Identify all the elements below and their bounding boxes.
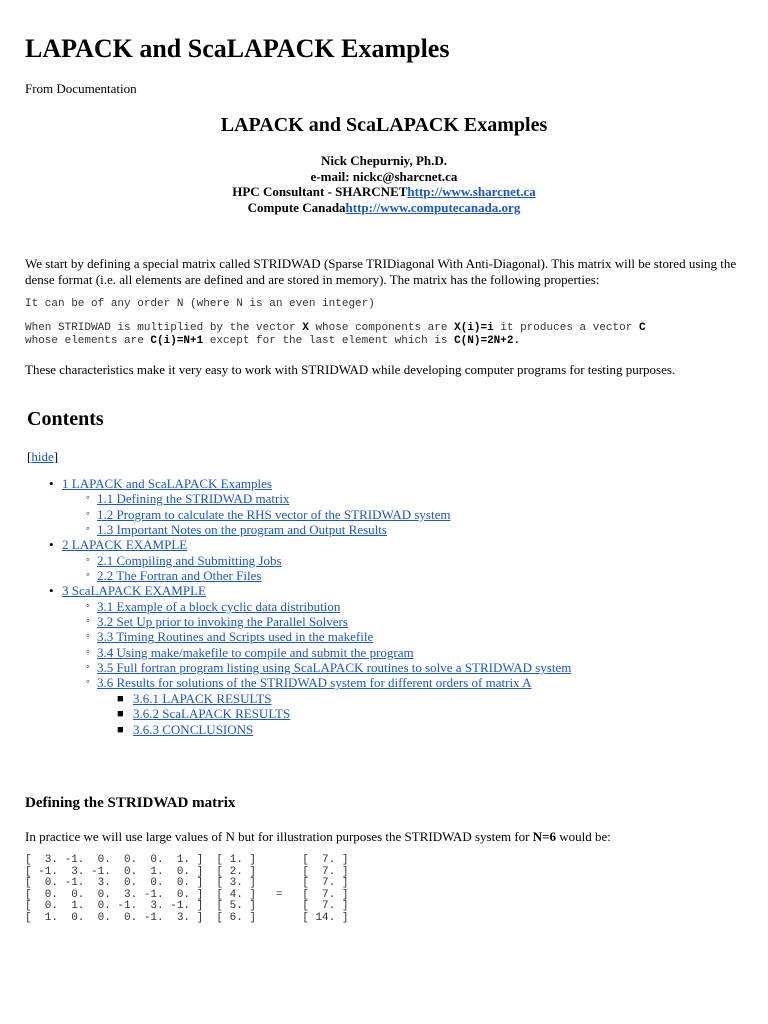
author-org-prefix: Compute Canada — [247, 199, 346, 215]
matrix-row: [ 0. 0. 0. 3. -1. 0. ] [ 4. ] = [ 7. ] — [25, 888, 349, 901]
toc-item — [0, 614, 571, 629]
computecanada-link[interactable]: http://www.computecanada.org — [345, 199, 521, 215]
toc-item — [0, 722, 571, 737]
bullet-circle-icon: ◦ — [86, 676, 90, 689]
author-role — [0, 184, 768, 200]
property-text: whose components are — [308, 322, 455, 334]
x-definition: X(i)=i — [454, 322, 494, 334]
vector-c: C — [638, 322, 646, 334]
bullet-disc-icon: • — [49, 537, 54, 553]
bullet-square-icon: ■ — [117, 723, 124, 736]
bullet-circle-icon: ◦ — [86, 523, 90, 536]
bullet-square-icon: ■ — [117, 692, 124, 705]
author-name: Nick Chepurniy, Ph.D. — [320, 153, 448, 168]
bullet-circle-icon: ◦ — [86, 553, 90, 566]
toc-toggle — [27, 449, 58, 465]
author-org — [0, 200, 768, 216]
practice-paragraph — [25, 829, 611, 845]
contents-heading: Contents — [27, 408, 104, 430]
matrix-row: [ -1. 3. -1. 0. 1. 0. ] [ 2. ] [ 7. ] — [25, 865, 349, 878]
matrix-row: [ 0. -1. 3. 0. 0. 0. ] [ 3. ] [ 7. ] — [25, 877, 349, 890]
bullet-circle-icon: ◦ — [86, 569, 90, 582]
property-text: whose elements are — [25, 335, 151, 347]
toc-item — [0, 476, 571, 491]
toc-link[interactable]: 2.1 Compiling and Submitting Jobs — [97, 552, 282, 568]
intro-paragraph: We start by defining a special matrix called STRIDWAD (Sparse TRIDiagonal With Anti-Diagonal). This matrix will be stored using the dense format (i.e. all elements are defined and are stored in memory). The matrix has the following properties: — [25, 256, 737, 287]
matrix-system — [25, 855, 348, 925]
toc-link[interactable]: 1.2 Program to calculate the RHS vector of the STRIDWAD system — [97, 506, 451, 522]
property-vector — [25, 322, 646, 348]
toc-item — [0, 645, 571, 660]
toc-item — [0, 537, 571, 552]
c-last-definition: C(N)=2N+2. — [454, 335, 521, 347]
toc-link[interactable]: 2.2 The Fortran and Other Files — [97, 568, 262, 584]
toc-link[interactable]: 3.2 Set Up prior to invoking the Parallel Solvers — [97, 614, 348, 630]
toc-link[interactable]: 3.6.3 CONCLUSIONS — [133, 721, 254, 737]
toc-item — [0, 599, 571, 614]
author-block — [0, 153, 768, 215]
bracket: [ — [27, 449, 32, 464]
bullet-circle-icon: ◦ — [86, 615, 90, 628]
bullet-circle-icon: ◦ — [86, 630, 90, 643]
toc-item — [0, 706, 571, 721]
bracket: ] — [53, 449, 59, 464]
toc-item — [0, 675, 571, 690]
property-text: When STRIDWAD is multiplied by the vector — [25, 322, 303, 334]
source-line: From Documentation — [25, 81, 137, 96]
toc-link[interactable]: 2 LAPACK EXAMPLE — [62, 537, 188, 553]
bullet-circle-icon: ◦ — [86, 507, 90, 520]
toc-link[interactable]: 3.4 Using make/makefile to compile and submit the program — [97, 644, 414, 660]
toc-link[interactable]: 3.6.1 LAPACK RESULTS — [133, 690, 272, 706]
characteristics-paragraph: These characteristics make it very easy to work with STRIDWAD while developing computer programs for testing purposes. — [25, 362, 676, 377]
practice-text: In practice we will use large values of N but for illustration purposes the STRIDWAD system for — [25, 829, 533, 844]
bullet-circle-icon: ◦ — [86, 661, 90, 674]
n-value: N=6 — [532, 829, 557, 844]
toc-link[interactable]: 1 LAPACK and ScaLAPACK Examples — [62, 476, 272, 491]
bullet-circle-icon: ◦ — [86, 492, 90, 505]
toc-item — [0, 507, 571, 522]
toc-item — [0, 522, 571, 537]
bullet-circle-icon: ◦ — [86, 599, 90, 612]
article-title: LAPACK and ScaLAPACK Examples — [220, 114, 548, 136]
page-title: LAPACK and ScaLAPACK Examples — [25, 34, 450, 63]
toc-item — [0, 491, 571, 506]
toc-link[interactable]: 1.3 Important Notes on the program and Output Results — [97, 522, 387, 538]
toc-link[interactable]: 3.5 Full fortran program listing using ScaLAPACK routines to solve a STRIDWAD system — [97, 660, 572, 676]
toc-link[interactable]: 3.6.2 ScaLAPACK RESULTS — [133, 706, 291, 722]
bullet-circle-icon: ◦ — [86, 645, 90, 658]
toc-item — [0, 629, 571, 644]
c-definition: C(i)=N+1 — [150, 335, 204, 347]
property-text: except for the last element which is — [203, 335, 455, 347]
matrix-row: [ 1. 0. 0. 0. -1. 3. ] [ 6. ] [ 14. ] — [25, 911, 349, 924]
toc-link[interactable]: 3 ScaLAPACK EXAMPLE — [62, 583, 206, 599]
matrix-row: [ 3. -1. 0. 0. 0. 1. ] [ 1. ] [ 7. ] — [25, 854, 349, 866]
toc-item — [0, 583, 571, 598]
toc-item — [0, 553, 571, 568]
toc-item — [0, 691, 571, 706]
practice-text: would be: — [556, 829, 611, 844]
section-heading: Defining the STRIDWAD matrix — [25, 795, 236, 811]
toc-link[interactable]: 3.1 Example of a block cyclic data distribution — [97, 598, 341, 614]
toc-link[interactable]: 1.1 Defining the STRIDWAD matrix — [97, 491, 290, 507]
property-text: it produces a vector — [493, 322, 639, 334]
matrix-row: [ 0. 1. 0. -1. 3. -1. ] [ 5. ] [ 7. ] — [25, 900, 349, 913]
author-role-prefix: HPC Consultant - SHARCNET — [232, 184, 408, 199]
toc-link[interactable]: 3.6 Results for solutions of the STRIDWAD system for different orders of matrix A — [97, 675, 532, 691]
bullet-disc-icon: • — [49, 476, 54, 491]
sharcnet-link[interactable]: http://www.sharcnet.ca — [407, 184, 536, 199]
author-email: e-mail: nickc@sharcnet.ca — [310, 168, 458, 184]
table-of-contents — [0, 476, 571, 737]
hide-link[interactable]: hide — [31, 449, 54, 464]
bullet-square-icon: ■ — [117, 708, 124, 721]
vector-x: X — [302, 322, 309, 334]
toc-link[interactable]: 3.3 Timing Routines and Scripts used in the makefile — [97, 629, 374, 645]
toc-item — [0, 660, 571, 675]
property-order: It can be of any order N (where N is an even integer) — [25, 298, 375, 310]
toc-item — [0, 568, 571, 583]
bullet-disc-icon: • — [49, 583, 54, 599]
